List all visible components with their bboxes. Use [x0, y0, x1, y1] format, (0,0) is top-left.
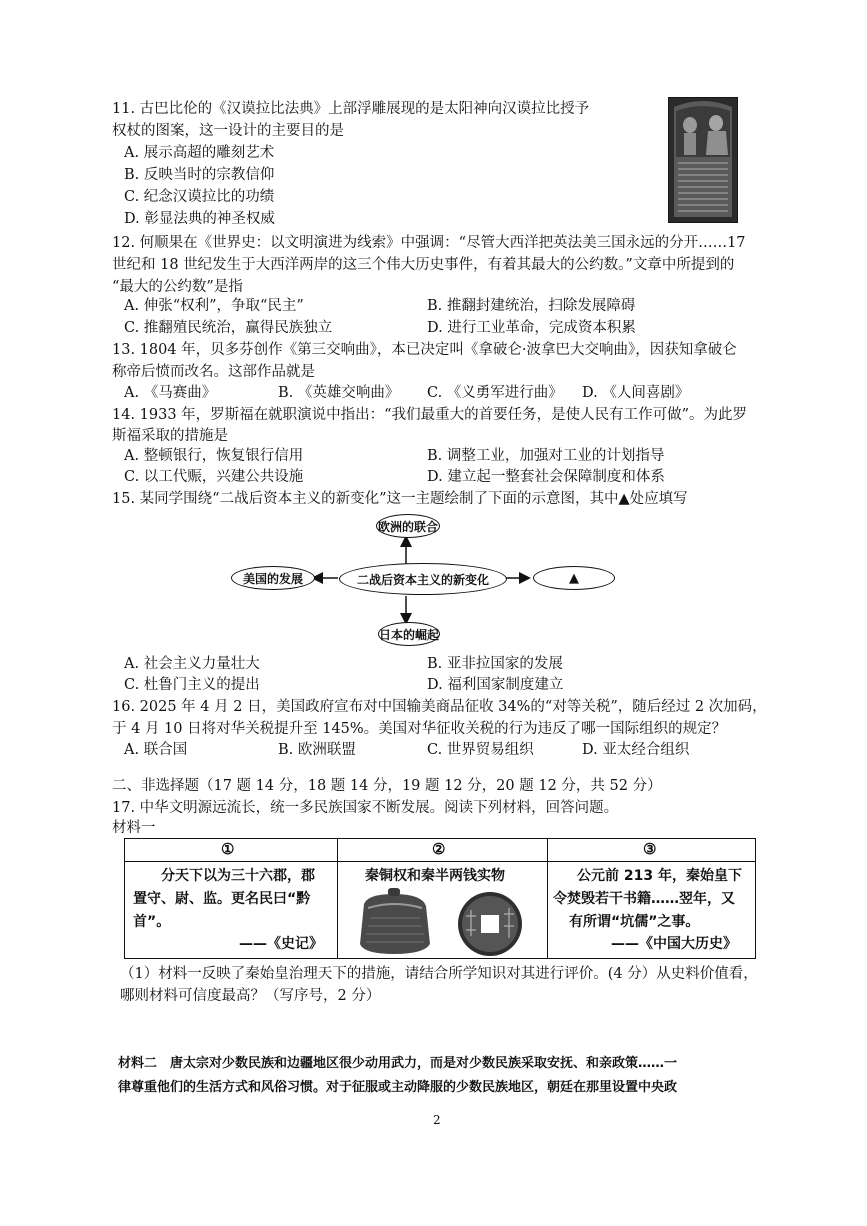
q16-stem-line2: 于 4 月 10 日将对华关税提升至 145%。美国对华征收关税的行为违反了哪一国际组织的规定？ — [112, 721, 727, 737]
col3-line2: 令焚毁若干书籍……翌年，又 — [553, 891, 735, 907]
q17-sub1-line1: （1）材料一反映了秦始皇治理天下的措施，请结合所学知识对其进行评价。(4 分）从史料价值看， — [120, 966, 758, 982]
col3-number: ③ — [643, 840, 657, 858]
q16-option-b: B. 欧洲联盟 — [278, 742, 356, 758]
q13-option-b: B. 《英雄交响曲》 — [278, 385, 400, 401]
qin-weight-and-coin-image — [354, 886, 532, 958]
q12-option-c: C. 推翻殖民统治，赢得民族独立 — [124, 320, 333, 336]
material2-line1: 材料二 唐太宗对少数民族和边疆地区很少动用武力，而是对少数民族采取安抚、和亲政策……一 — [118, 1056, 678, 1071]
section2-heading: 二、非选择题（17 题 14 分，18 题 14 分，19 题 12 分，20 题 12 分，共 52 分） — [112, 778, 662, 794]
q12-option-b: B. 推翻封建统治，扫除发展障碍 — [427, 298, 636, 314]
q12-stem-line3: “最大的公约数”是指 — [112, 279, 243, 295]
col1-source: ——《史记》 — [239, 936, 323, 952]
q13-option-a: A. 《马赛曲》 — [124, 385, 217, 401]
q12-stem-line2: 世纪和 18 世纪发生于大西洋两岸的这三个伟大历史事件，有着其最大的公约数。”文章中所提到的 — [112, 257, 735, 273]
q14-stem-line2: 斯福采取的措施是 — [112, 428, 228, 444]
q11-stem-line1: 11. 古巴比伦的《汉谟拉比法典》上部浮雕展现的是太阳神向汉谟拉比授予 — [112, 101, 590, 117]
q14-option-b: B. 调整工业，加强对工业的计划指导 — [427, 448, 665, 464]
q13-stem-line1: 13. 1804 年，贝多芬创作《第三交响曲》，本已决定叫《拿破仑·波拿巴大交响曲》，因获知拿破仑 — [112, 342, 737, 358]
q16-stem-line1: 16. 2025 年 4 月 2 日，美国政府宣布对中国输美商品征收 34%的“对等关税”，随后经过 2 次加码， — [112, 699, 767, 715]
q11-stem-line2: 权杖的图案，这一设计的主要目的是 — [112, 123, 344, 139]
q11-option-a: A. 展示高超的雕刻艺术 — [124, 145, 275, 161]
col1-line2: 置守、尉、监。更名民曰“黔 — [133, 891, 311, 907]
q14-stem-line1: 14. 1933 年，罗斯福在就职演说中指出：“我们最重大的首要任务，是使人民有工作可做”。为此罗 — [112, 407, 748, 423]
material1-label: 材料一 — [112, 820, 156, 836]
q14-option-a: A. 整顿银行，恢复银行信用 — [124, 448, 304, 464]
q12-option-a: A. 伸张“权利”，争取“民主” — [124, 298, 304, 314]
col1-number: ① — [221, 840, 235, 858]
q15-option-d: D. 福利国家制度建立 — [427, 677, 564, 693]
col3-source: ——《中国大历史》 — [611, 936, 737, 952]
q14-option-d: D. 建立起一整套社会保障制度和体系 — [427, 469, 665, 485]
q11-option-b: B. 反映当时的宗教信仰 — [124, 167, 275, 183]
q16-option-d: D. 亚太经合组织 — [582, 742, 690, 758]
q11-option-d: D. 彰显法典的神圣权威 — [124, 211, 275, 227]
col1-line1: 分天下以为三十六郡，郡 — [161, 868, 315, 884]
col2-title: 秦铜权和秦半两钱实物 — [365, 868, 505, 884]
hammurabi-stele-image — [668, 97, 738, 223]
q12-option-d: D. 进行工业革命，完成资本积累 — [427, 320, 636, 336]
q15-option-a: A. 社会主义力量壮大 — [124, 656, 260, 672]
q11-option-c: C. 纪念汉谟拉比的功绩 — [124, 189, 275, 205]
q12-stem-line1: 12. 何顺果在《世界史：以文明演进为线索》中强调：“尽管大西洋把英法美三国永远的分开……17 — [112, 235, 746, 251]
col3-line1: 公元前 213 年，秦始皇下 — [577, 868, 742, 884]
q17-sub1-line2: 哪则材料可信度最高？（写序号，2 分） — [120, 988, 381, 1004]
diagram-node-center: 二战后资本主义的新变化 — [339, 563, 507, 595]
q17-stem-line1: 17. 中华文明源远流长，统一多民族国家不断发展。阅读下列材料，回答问题。 — [112, 800, 619, 816]
q16-option-a: A. 联合国 — [124, 742, 188, 758]
q14-option-c: C. 以工代赈，兴建公共设施 — [124, 469, 304, 485]
q13-option-d: D. 《人间喜剧》 — [582, 385, 690, 401]
q15-option-b: B. 亚非拉国家的发展 — [427, 656, 563, 672]
q15-stem-line1: 15. 某同学围绕“二战后资本主义的新变化”这一主题绘制了下面的示意图，其中▲处应填写 — [112, 491, 688, 507]
col3-line3: 有所谓“坑儒”之事。 — [569, 914, 700, 930]
diagram-node-right: ▲ — [533, 566, 615, 590]
diagram-node-top: 欧洲的联合 — [376, 514, 440, 538]
page-number: 2 — [433, 1113, 441, 1127]
q13-stem-line2: 称帝后愤而改名。这部作品就是 — [112, 364, 315, 380]
q13-option-c: C. 《义勇军进行曲》 — [427, 385, 563, 401]
q16-option-c: C. 世界贸易组织 — [427, 742, 534, 758]
q15-option-c: C. 杜鲁门主义的提出 — [124, 677, 260, 693]
diagram-node-left: 美国的发展 — [231, 566, 315, 590]
col2-number: ② — [432, 840, 446, 858]
diagram-node-bottom: 日本的崛起 — [378, 622, 440, 646]
material2-line2: 律尊重他们的生活方式和风俗习惯。对于征服或主动降服的少数民族地区，朝廷在那里设置中央政 — [118, 1080, 678, 1095]
col1-line3: 首”。 — [133, 914, 171, 930]
